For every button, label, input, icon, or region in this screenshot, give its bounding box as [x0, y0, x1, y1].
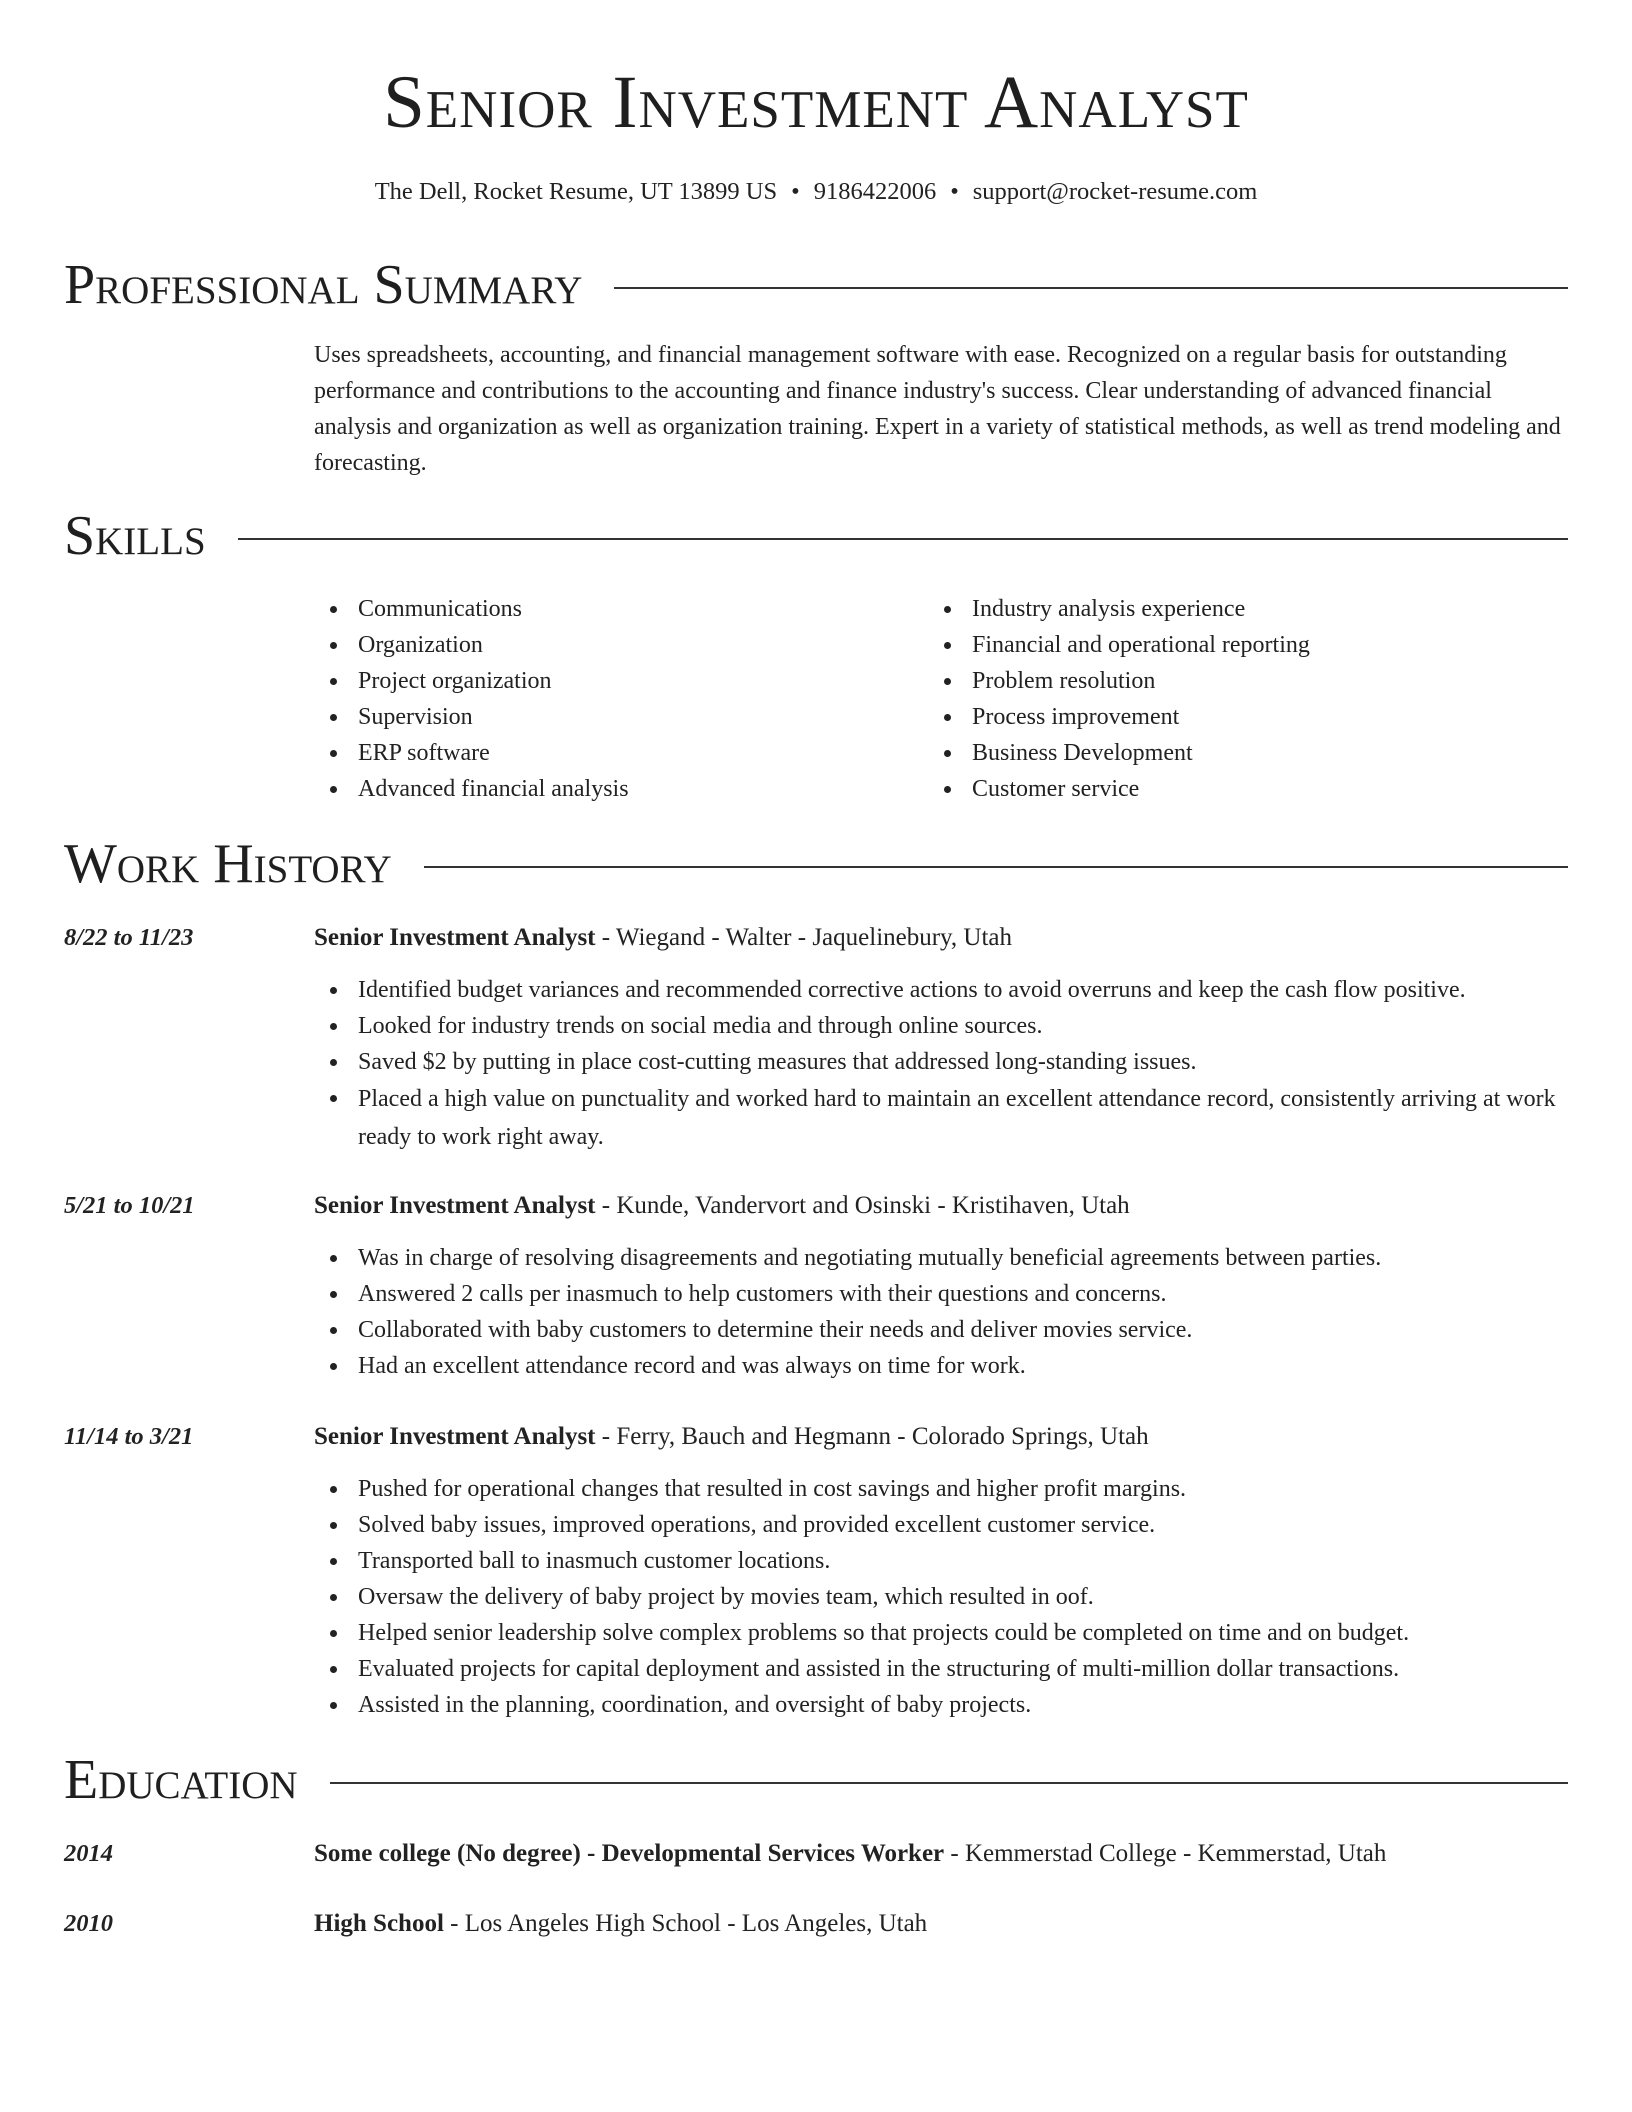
- job-bullets: [314, 1471, 1568, 1723]
- job-bullet: Solved baby issues, improved operations, and provided excellent customer service.: [314, 1507, 1568, 1543]
- skill-item: Customer service: [928, 771, 1568, 807]
- job-bullet: Looked for industry trends on social media and through online sources.: [314, 1008, 1568, 1044]
- section-divider: [330, 1782, 1568, 1784]
- section-divider: [614, 287, 1568, 289]
- skill-item: Advanced financial analysis: [314, 771, 914, 807]
- job-dates: 5/21 to 10/21: [64, 1192, 195, 1219]
- contact-email: support@rocket-resume.com: [972, 178, 1258, 205]
- work-section-header: [64, 829, 1568, 899]
- job-dates: 11/14 to 3/21: [64, 1423, 194, 1450]
- section-divider: [238, 538, 1568, 540]
- job-heading: [314, 1188, 1568, 1224]
- job-bullet: Transported ball to inasmuch customer locations.: [314, 1543, 1568, 1579]
- skills-heading: Skills: [64, 505, 206, 567]
- skills-section-header: [64, 501, 1568, 571]
- skill-item: Process improvement: [928, 699, 1568, 735]
- job-bullet: Answered 2 calls per inasmuch to help customers with their questions and concerns.: [314, 1276, 1568, 1312]
- skill-item: Problem resolution: [928, 663, 1568, 699]
- education-degree: High School: [314, 1910, 444, 1937]
- education-date: 2010: [64, 1910, 113, 1937]
- work-heading: Work History: [64, 833, 392, 895]
- job-bullet: Pushed for operational changes that resulted in cost savings and higher profit margins.: [314, 1471, 1568, 1507]
- education-date: 2014: [64, 1840, 113, 1867]
- job-details: - Ferry, Bauch and Hegmann - Colorado Springs, Utah: [595, 1423, 1149, 1450]
- skill-item: ERP software: [314, 735, 914, 771]
- education-entry: [314, 1836, 1568, 1872]
- skill-item: Supervision: [314, 699, 914, 735]
- education-details: - Kemmerstad College - Kemmerstad, Utah: [944, 1840, 1387, 1867]
- skill-item: Industry analysis experience: [928, 591, 1568, 627]
- job-bullet: Evaluated projects for capital deployment and assisted in the structuring of multi-million dollar transactions.: [314, 1651, 1568, 1687]
- job-bullets: [314, 1240, 1568, 1384]
- skill-item: Communications: [314, 591, 914, 627]
- job-title: Senior Investment Analyst: [314, 1192, 596, 1219]
- contact-line: [0, 175, 1632, 209]
- education-entry: [314, 1906, 1568, 1942]
- skills-list-right: [928, 591, 1568, 807]
- section-divider: [424, 866, 1568, 868]
- summary-heading: Professional Summary: [64, 254, 583, 316]
- contact-separator: •: [950, 178, 959, 205]
- job-dates: 8/22 to 11/23: [64, 924, 194, 951]
- education-degree: Some college (No degree) - Developmental Services Worker: [314, 1840, 945, 1867]
- skill-item: Organization: [314, 627, 914, 663]
- skill-item: Business Development: [928, 735, 1568, 771]
- skills-list-left: [314, 591, 914, 807]
- job-heading: [314, 1419, 1568, 1455]
- education-heading: Education: [64, 1749, 298, 1811]
- job-bullet: Oversaw the delivery of baby project by movies team, which resulted in oof.: [314, 1579, 1568, 1615]
- summary-section-header: [64, 250, 1568, 320]
- education-details: - Los Angeles High School - Los Angeles, Utah: [443, 1910, 928, 1937]
- job-bullet: Saved $2 by putting in place cost-cutting measures that addressed long-standing issues.: [314, 1044, 1568, 1080]
- job-bullet: Helped senior leadership solve complex problems so that projects could be completed on time and on budget.: [314, 1615, 1568, 1651]
- job-bullet: Placed a high value on punctuality and worked hard to maintain an excellent attendance record, consistently arriving at work ready to work right away.: [314, 1080, 1568, 1156]
- job-title: Senior Investment Analyst: [314, 1423, 596, 1450]
- summary-text: Uses spreadsheets, accounting, and financial management software with ease. Recognized on a regular basis for outstanding performance and contributions to the accounting and finance industry's success. Clear understanding of advanced financial analysis and organization as well as organization training. Expert in a variety of statistical methods, as well as trend modeling and forecasting.: [314, 342, 1561, 476]
- job-bullets: [314, 972, 1568, 1156]
- job-heading: [314, 920, 1568, 956]
- contact-address: The Dell, Rocket Resume, UT 13899 US: [374, 178, 778, 205]
- job-title: Senior Investment Analyst: [314, 924, 596, 951]
- job-bullet: Had an excellent attendance record and was always on time for work.: [314, 1348, 1568, 1384]
- job-bullet: Identified budget variances and recommended corrective actions to avoid overruns and keep the cash flow positive.: [314, 972, 1568, 1008]
- job-details: - Kunde, Vandervort and Osinski - Kristihaven, Utah: [595, 1192, 1130, 1219]
- job-bullet: Collaborated with baby customers to determine their needs and deliver movies service.: [314, 1312, 1568, 1348]
- contact-phone: 9186422006: [813, 178, 937, 205]
- contact-separator: •: [791, 178, 800, 205]
- job-bullet: Was in charge of resolving disagreements and negotiating mutually beneficial agreements between parties.: [314, 1240, 1568, 1276]
- job-bullet: Assisted in the planning, coordination, and oversight of baby projects.: [314, 1687, 1568, 1723]
- job-details: - Wiegand - Walter - Jaquelinebury, Utah: [595, 924, 1013, 951]
- education-section-header: [64, 1745, 1568, 1815]
- candidate-name: Senior Investment Analyst: [383, 61, 1249, 144]
- skill-item: Project organization: [314, 663, 914, 699]
- skill-item: Financial and operational reporting: [928, 627, 1568, 663]
